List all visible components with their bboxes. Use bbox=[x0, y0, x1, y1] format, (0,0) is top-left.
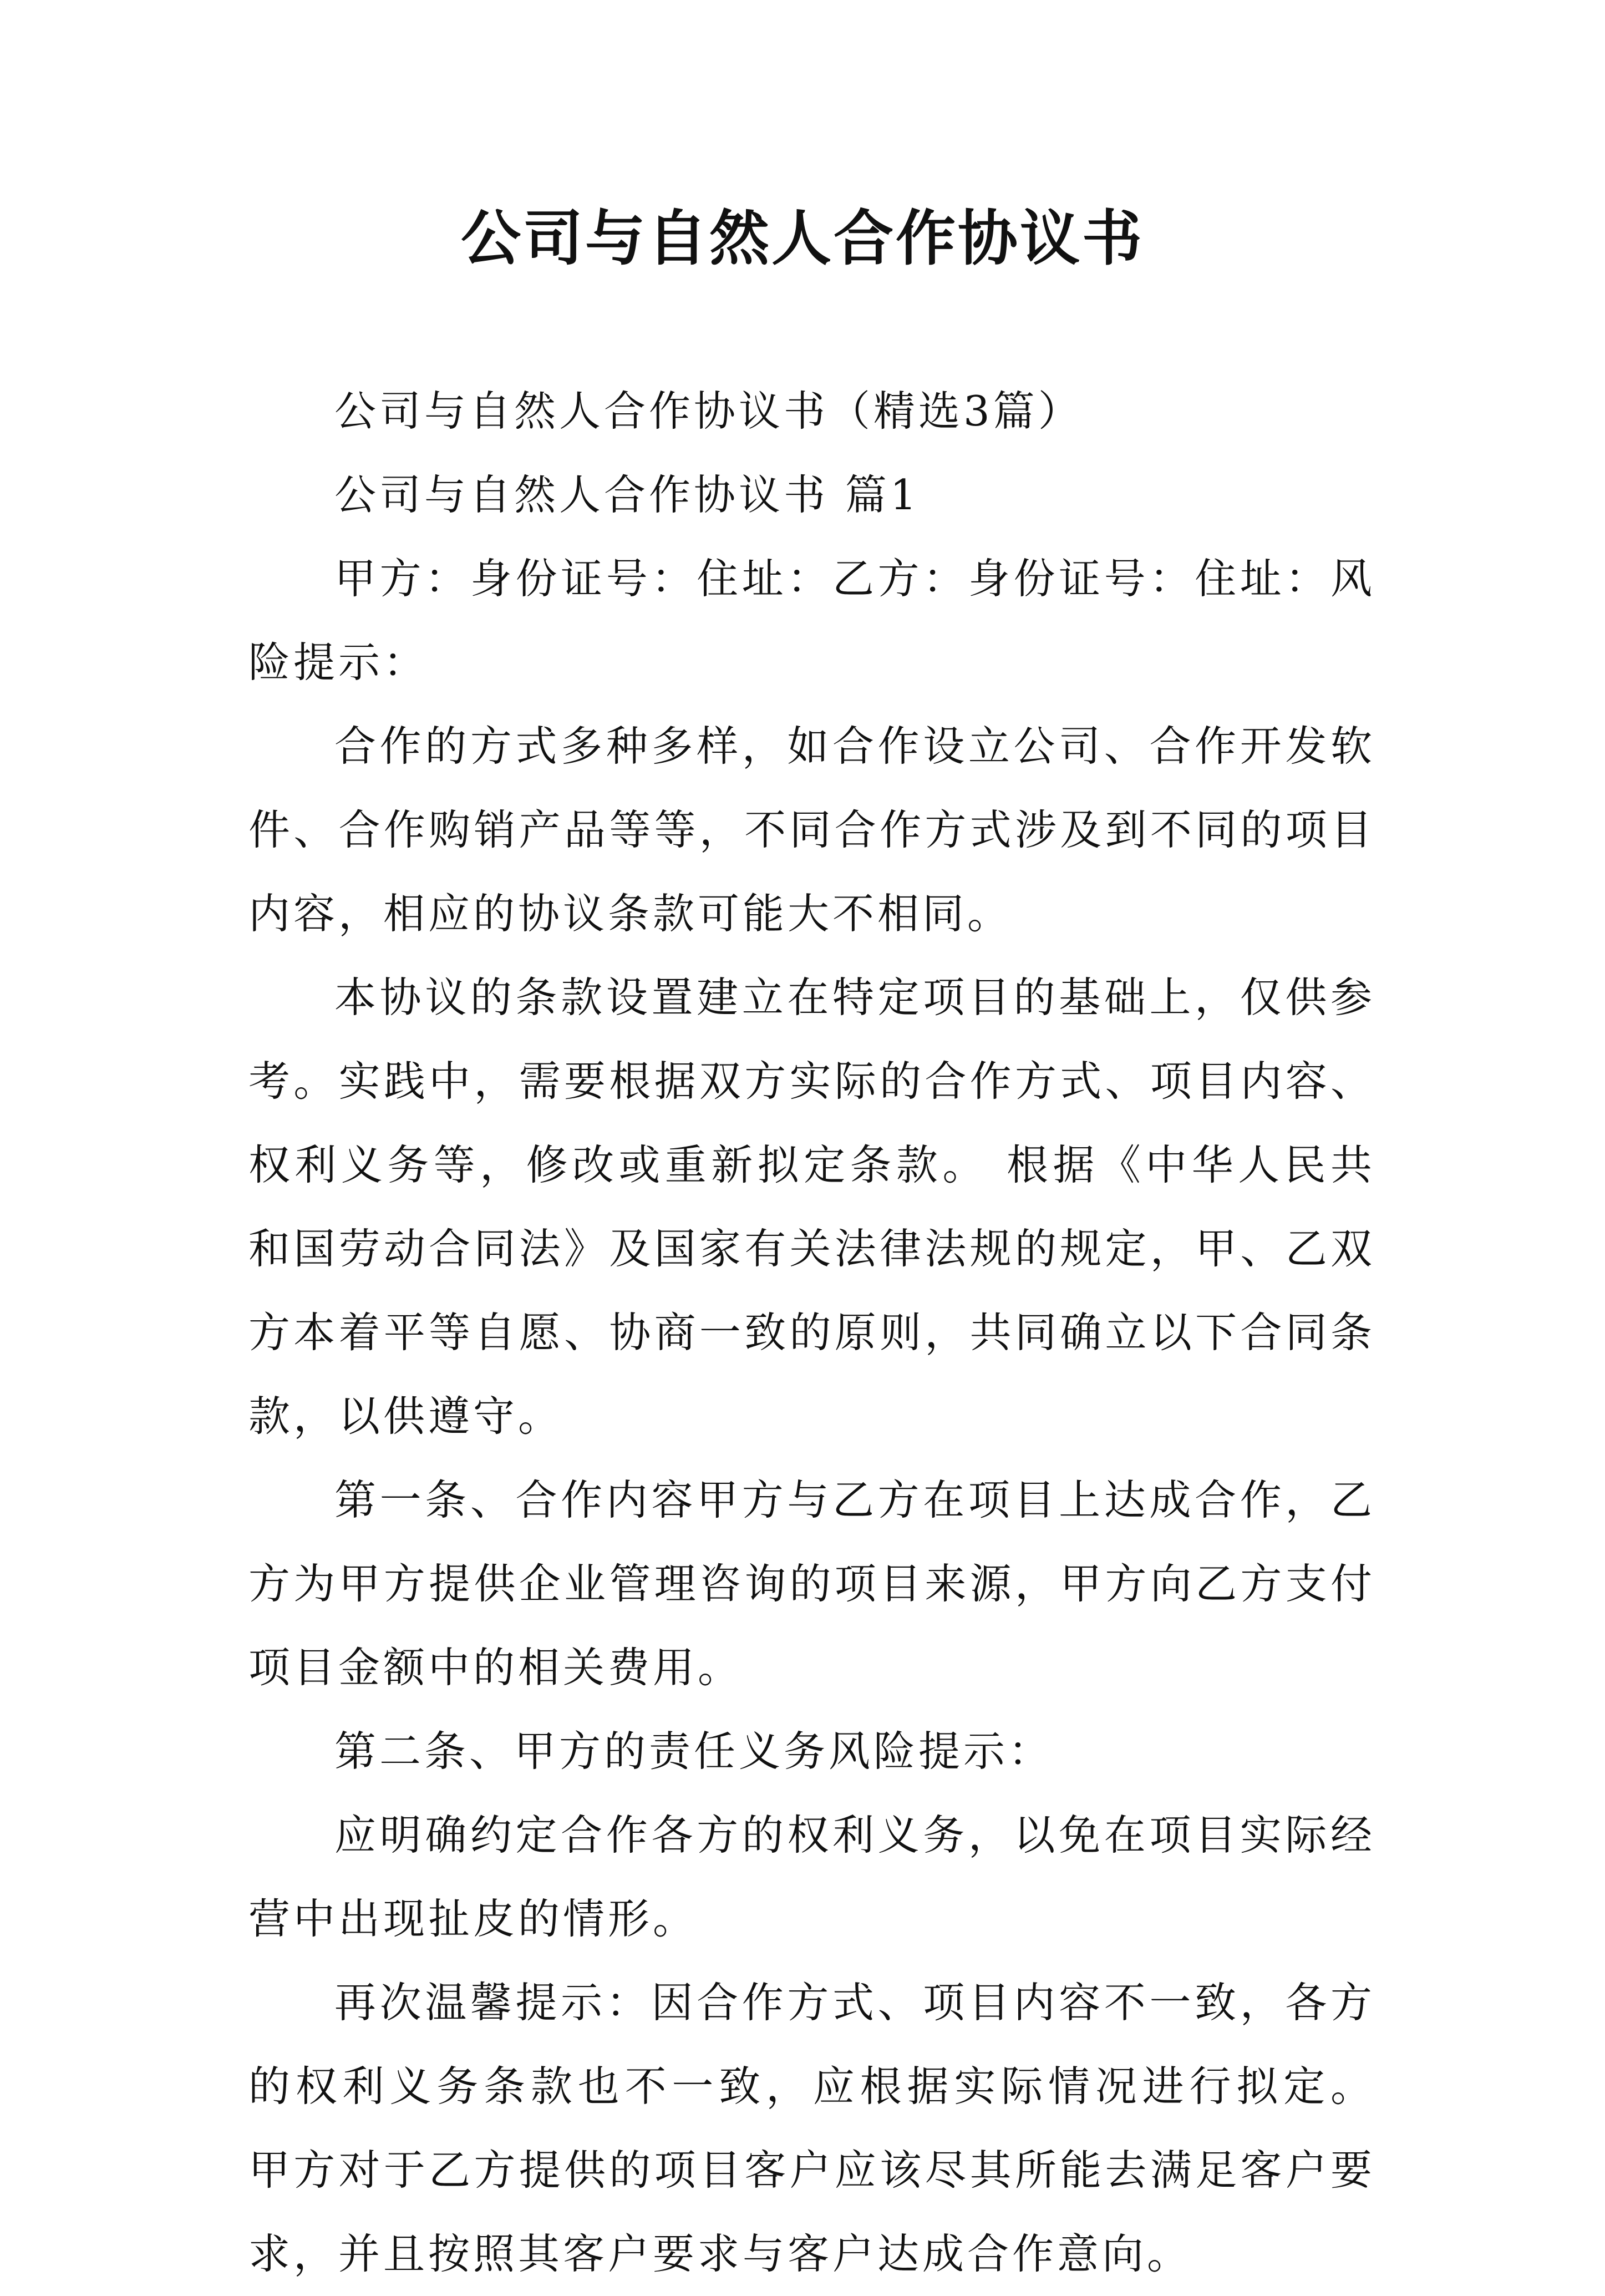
paragraph-parties: 甲方：身份证号：住址：乙方：身份证号：住址：风险提示： bbox=[248, 554, 1375, 687]
paragraph-rights-obligations: 应明确约定合作各方的权利义务，以免在项目实际经营中出现扯皮的情形。 bbox=[248, 1811, 1375, 1943]
document-body bbox=[248, 369, 1375, 2296]
paragraph-reminder: 再次温馨提示：因合作方式、项目内容不一致，各方的权利义务条款也不一致，应根据实际情况进行拟定。 甲方对于乙方提供的项目客户应该尽其所能去满足客户要求，并且按照其客户要求与客户达成合作意向。 bbox=[248, 1978, 1375, 2278]
paragraph-section-heading: 公司与自然人合作协议书 篇1 bbox=[334, 470, 920, 519]
document-title: 公司与自然人合作协议书 bbox=[460, 204, 1144, 273]
paragraph-subtitle: 公司与自然人合作协议书（精选3篇） bbox=[334, 387, 1083, 435]
paragraph-cooperation-methods: 合作的方式多种多样，如合作设立公司、合作开发软件、合作购销产品等等，不同合作方式涉及到不同的项目内容，相应的协议条款可能大不相同。 bbox=[248, 722, 1375, 938]
paragraph-article-1: 第一条、合作内容甲方与乙方在项目上达成合作，乙方为甲方提供企业管理咨询的项目来源，甲方向乙方支付项目金额中的相关费用。 bbox=[248, 1476, 1375, 1692]
paragraph-terms-basis: 本协议的条款设置建立在特定项目的基础上，仅供参考。实践中，需要根据双方实际的合作方式、项目内容、权利义务等，修改或重新拟定条款。 根据《中华人民共和国劳动合同法》及国家有关法律法规的规定，甲、乙双方本着平等自愿、协商一致的原则，共同确立以下合同条款，以供遵守。 bbox=[248, 973, 1375, 1441]
paragraph-article-2-heading: 第二条、甲方的责任义务风险提示： bbox=[334, 1727, 1054, 1776]
